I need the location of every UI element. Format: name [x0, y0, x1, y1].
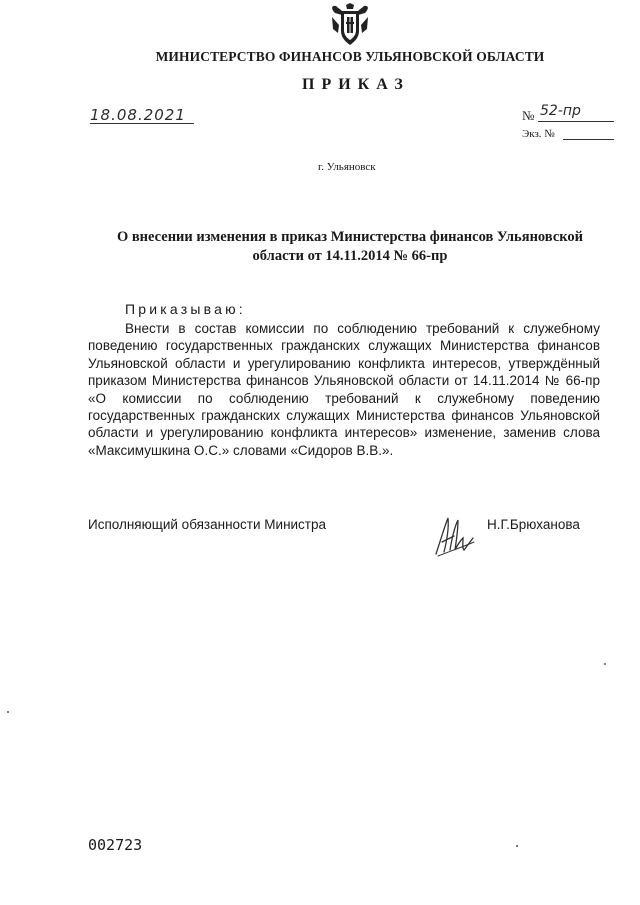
city-name: г. Ульяновск: [318, 161, 376, 173]
scan-speck: [7, 711, 9, 713]
body-paragraph: Внести в состав комиссии по соблюдению требований к служебному поведению государственных гражданских служащих Министерства финансов Ульяновской области и урегулированию конфликта интересов, утверждённый приказом Министерства финансов Ульяновской области от 14.11.2014 № 66-пр «О комиссии по соблюдению требований к служебному поведению государственных гражданских служащих Министерства финансов Ульяновской области и урегулированию конфликта интересов» изменение, заменив слова «Максимушкина О.С.» словами «Сидоров В.В.».: [88, 321, 600, 458]
scan-speck: [516, 845, 518, 847]
title-line-2: области от 14.11.2014 № 66-пр: [252, 248, 448, 264]
scan-speck: [604, 663, 606, 665]
signer-position: Исполняющий обязанности Министра: [88, 517, 327, 532]
document-code: 002723: [88, 836, 143, 854]
number-label: №: [522, 108, 535, 123]
copy-number-underline: [563, 139, 614, 140]
coat-of-arms-icon: [329, 3, 371, 47]
handwritten-date: 18.08.2021: [90, 106, 186, 124]
document-type: ПРИКАЗ: [302, 76, 410, 93]
signer-name: Н.Г.Брюханова: [487, 517, 580, 532]
handwritten-number: 52-пр: [540, 103, 581, 119]
date-underline: [90, 123, 194, 124]
document-title: [80, 228, 620, 266]
handwritten-signature-icon: [430, 512, 478, 560]
number-underline: [538, 121, 614, 122]
title-line-1: О внесении изменения в приказ Министерства финансов Ульяновской: [116, 229, 584, 245]
copy-number-label: Экз. №: [522, 128, 555, 140]
ministry-name: МИНИСТЕРСТВО ФИНАНСОВ УЛЬЯНОВСКОЙ ОБЛАСТИ: [155, 49, 545, 64]
order-word: Приказываю:: [125, 301, 246, 317]
